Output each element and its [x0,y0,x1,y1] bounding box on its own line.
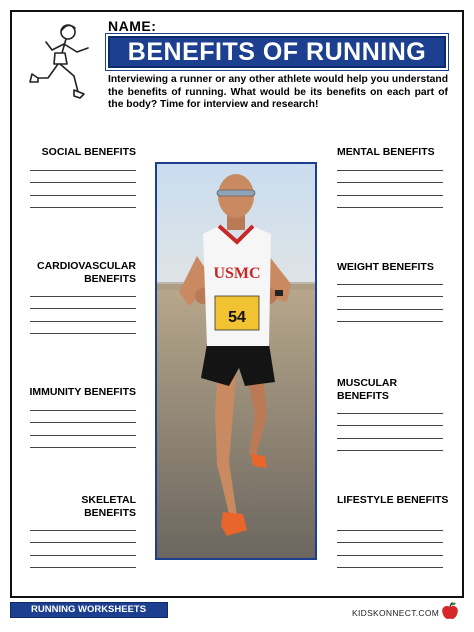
skeletal-benefits-label: SKELETAL BENEFITS [81,494,136,519]
muscular-benefits-lines[interactable] [337,401,443,451]
social-benefits-lines[interactable] [30,158,136,208]
answer-line[interactable] [337,556,443,569]
site-label: KIDSKONNECT.COM [352,608,440,618]
answer-line[interactable] [337,272,443,285]
answer-line[interactable] [337,518,443,531]
name-label: NAME: [108,18,157,34]
page-title: BENEFITS OF RUNNING [108,36,446,68]
answer-line[interactable] [337,285,443,298]
answer-line[interactable] [30,543,136,556]
answer-line[interactable] [337,310,443,323]
answer-line[interactable] [30,436,136,449]
answer-line[interactable] [30,183,136,196]
bib-number: 54 [228,309,246,326]
answer-line[interactable] [30,398,136,411]
answer-line[interactable] [337,531,443,544]
muscular-benefits-label: MUSCULAR BENEFITS [337,377,398,402]
answer-line[interactable] [337,426,443,439]
answer-line[interactable] [337,439,443,452]
answer-line[interactable] [337,543,443,556]
runner-photo [155,162,317,560]
weight-benefits-label: WEIGHT BENEFITS [337,261,434,273]
mental-benefits-label: MENTAL BENEFITS [337,146,435,158]
answer-line[interactable] [337,401,443,414]
answer-line[interactable] [337,171,443,184]
skeletal-benefits-lines[interactable] [30,518,136,568]
answer-line[interactable] [337,183,443,196]
immunity-benefits-lines[interactable] [30,398,136,448]
answer-line[interactable] [30,196,136,209]
cardiovascular-benefits-lines[interactable] [30,284,136,334]
answer-line[interactable] [337,297,443,310]
jersey-text: USMC [213,265,261,282]
answer-line[interactable] [337,196,443,209]
answer-line[interactable] [30,309,136,322]
immunity-benefits-label: IMMUNITY BENEFITS [29,386,136,398]
intro-text: Interviewing a runner or any other athlete would help you understand the benefits of running. What would be its benefits on each part of the body? Time for interview and research! [108,74,448,110]
answer-line[interactable] [30,556,136,569]
lifestyle-benefits-lines[interactable] [337,518,443,568]
answer-line[interactable] [337,414,443,427]
answer-line[interactable] [337,158,443,171]
mental-benefits-lines[interactable] [337,158,443,208]
answer-line[interactable] [30,423,136,436]
cardiovascular-benefits-label: CARDIOVASCULAR BENEFITS [37,260,136,285]
answer-line[interactable] [30,411,136,424]
answer-line[interactable] [30,518,136,531]
apple-logo-icon [439,600,461,622]
answer-line[interactable] [30,531,136,544]
runner-doodle-icon [22,20,102,102]
weight-benefits-lines[interactable] [337,272,443,322]
social-benefits-label: SOCIAL BENEFITS [41,146,136,158]
answer-line[interactable] [30,171,136,184]
answer-line[interactable] [30,297,136,310]
running-worksheets-label: RUNNING WORKSHEETS [10,602,168,618]
answer-line[interactable] [30,284,136,297]
answer-line[interactable] [30,158,136,171]
answer-line[interactable] [30,322,136,335]
lifestyle-benefits-label: LIFESTYLE BENEFITS [337,494,449,506]
